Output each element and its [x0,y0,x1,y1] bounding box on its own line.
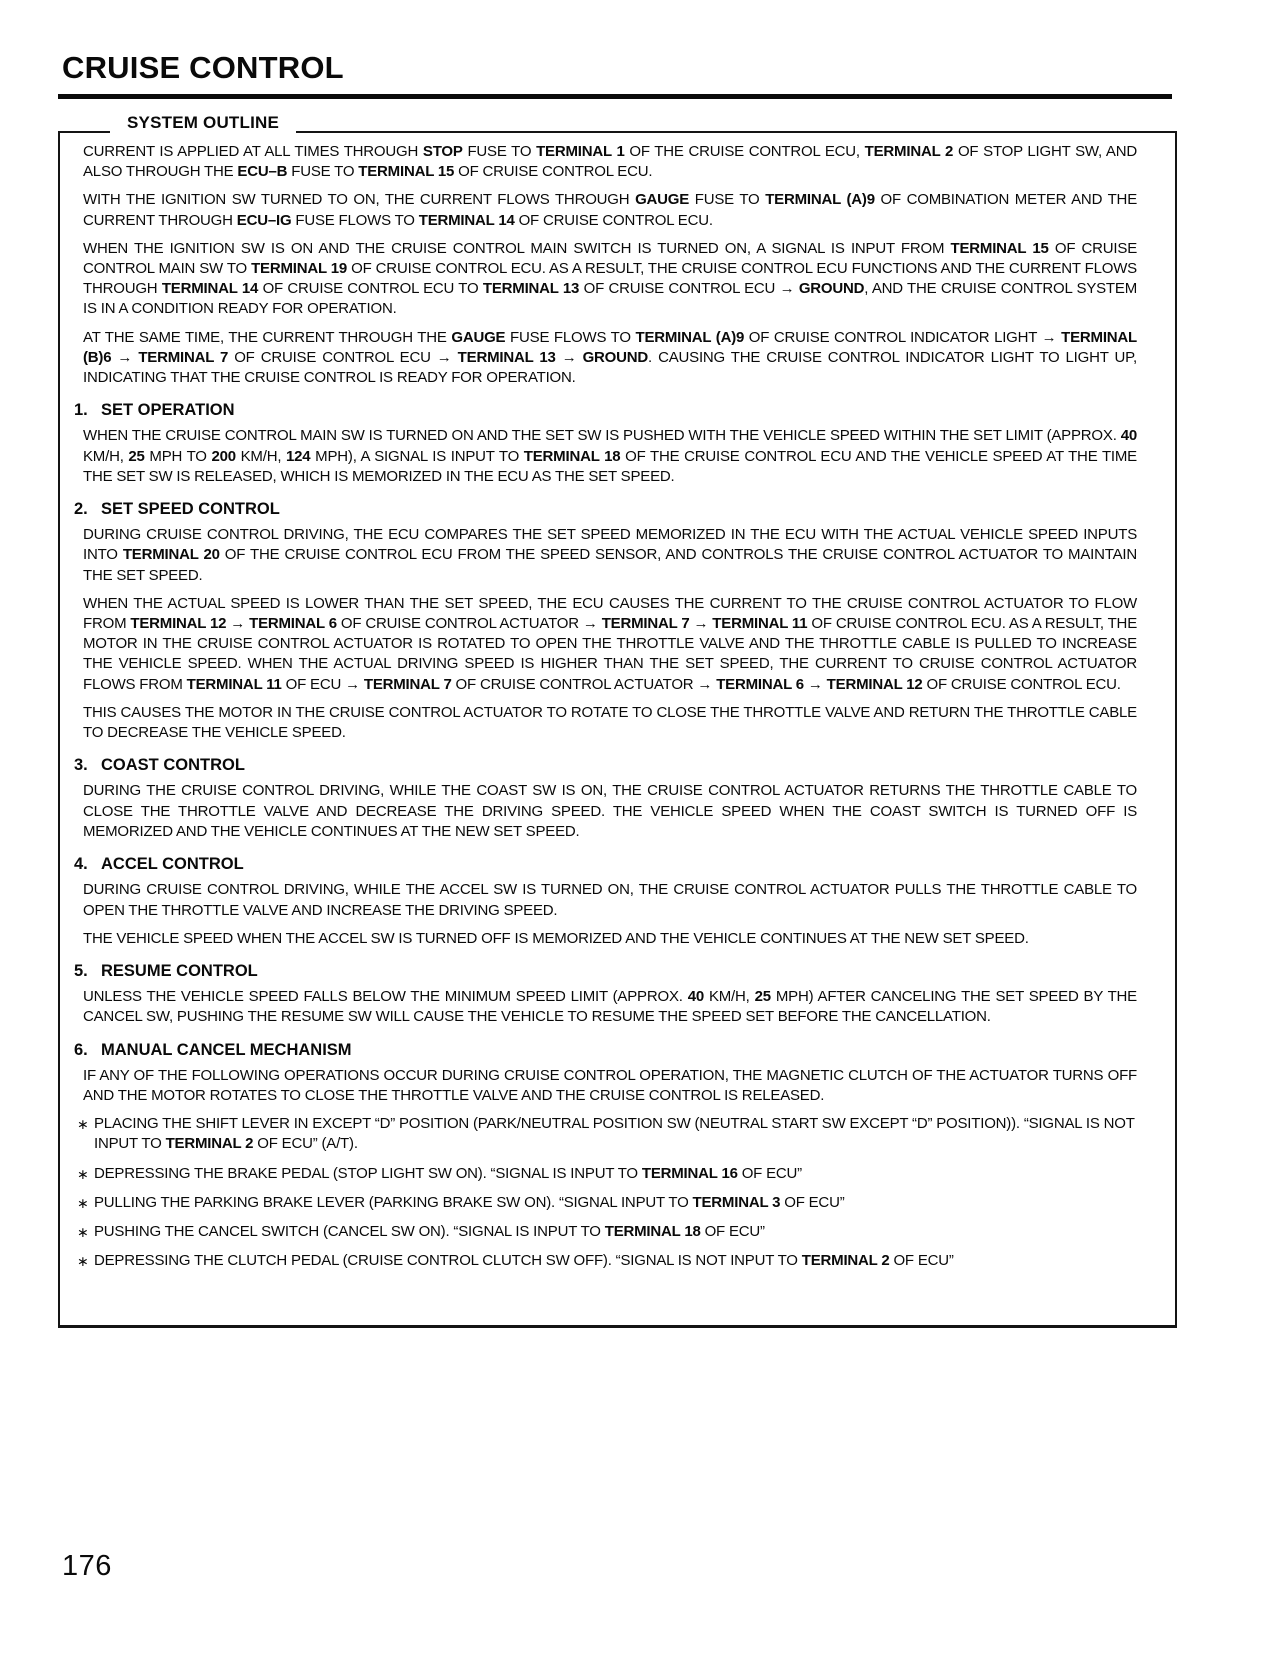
paragraph: IF ANY OF THE FOLLOWING OPERATIONS OCCUR DURING CRUISE CONTROL OPERATION, THE MAGNETIC CLUTCH OF THE ACTUATOR TURNS OFF AND THE MOTOR ROTATES TO CLOSE THE THROTTLE VALVE AND THE CRUISE CONTROL IS RELEASED. [83,1066,1137,1104]
paragraph: WHEN THE IGNITION SW IS ON AND THE CRUISE CONTROL MAIN SWITCH IS TURNED ON, A SIGNAL IS INPUT FROM TERMINAL 15 OF CRUISE CONTROL MAIN SW TO TERMINAL 19 OF CRUISE CONTROL ECU. AS A RESULT, THE CRUISE CONTROL ECU FUNCTIONS AND THE CURRENT FLOWS THROUGH TERMINAL 14 OF CRUISE CONTROL ECU TO TERMINAL 13 OF CRUISE CONTROL ECU → GROUND, AND THE CRUISE CONTROL SYSTEM IS IN A CONDITION READY FOR OPERATION. [83,239,1138,318]
paragraph: DURING CRUISE CONTROL DRIVING, WHILE THE ACCEL SW IS TURNED ON, THE CRUISE CONTROL ACTUATOR PULLS THE THROTTLE CABLE TO OPEN THE THROTTLE VALVE AND INCREASE THE DRIVING SPEED. [83,881,1137,919]
paragraph: THIS CAUSES THE MOTOR IN THE CRUISE CONTROL ACTUATOR TO ROTATE TO CLOSE THE THROTTLE VALVE AND RETURN THE THROTTLE CABLE TO DECREASE THE VEHICLE SPEED. [83,703,1137,742]
section-title: SET SPEED CONTROL [101,500,280,519]
section-heading [74,961,1137,981]
paragraph: WHEN THE ACTUAL SPEED IS LOWER THAN THE SET SPEED, THE ECU CAUSES THE CURRENT TO THE CRUISE CONTROL ACTUATOR TO FLOW FROM TERMINAL 12 → TERMINAL 6 OF CRUISE CONTROL ACTUATOR → TERMINAL 7 → TERMINAL 11 OF CRUISE CONTROL ECU. AS A RESULT, THE MOTOR IN THE CRUISE CONTROL ACTUATOR IS ROTATED TO OPEN THE THROTTLE VALVE AND THE THROTTLE CABLE IS PULLED TO INCREASE THE VEHICLE SPEED. WHEN THE ACTUAL DRIVING SPEED IS HIGHER THAN THE SET SPEED, THE CURRENT TO CRUISE CONTROL ACTUATOR FLOWS FROM TERMINAL 11 OF ECU → TERMINAL 7 OF CRUISE CONTROL ACTUATOR → TERMINAL 6 → TERMINAL 12 OF CRUISE CONTROL ECU. [83,594,1137,693]
bullet-text: DEPRESSING THE CLUTCH PEDAL (CRUISE CONTROL CLUTCH SW OFF). “SIGNAL IS NOT INPUT TO TERMINAL 2 OF ECU” [94,1252,954,1270]
title-rule [58,94,1172,99]
section-number: 3. [74,756,88,775]
paragraph: WITH THE IGNITION SW TURNED TO ON, THE CURRENT FLOWS THROUGH GAUGE FUSE TO TERMINAL (A)9 OF COMBINATION METER AND THE CURRENT THROUGH ECU–IG FUSE FLOWS TO TERMINAL 14 OF CRUISE CONTROL ECU. [83,191,1137,229]
bullet-item [77,1222,1137,1242]
asterisk-bullet: ∗ [77,1165,89,1182]
section-title: SET OPERATION [101,401,235,420]
bullet-text: PULLING THE PARKING BRAKE LEVER (PARKING BRAKE SW ON). “SIGNAL INPUT TO TERMINAL 3 OF ECU” [94,1193,845,1211]
paragraph: THE VEHICLE SPEED WHEN THE ACCEL SW IS TURNED OFF IS MEMORIZED AND THE VEHICLE CONTINUES AT THE NEW SET SPEED. [83,929,1029,947]
section-number: 6. [74,1040,88,1059]
bullet-item [77,1114,1137,1154]
section-title: RESUME CONTROL [101,961,258,980]
outline-content [60,133,1175,1271]
section-number: 4. [74,855,88,874]
bullet-item [77,1193,1137,1213]
system-outline-box [58,113,1177,1328]
system-outline-header: SYSTEM OUTLINE [110,113,296,138]
section-heading [74,499,1137,519]
bullet-item [77,1164,1137,1184]
section-number: 1. [74,401,88,420]
paragraph: DURING THE CRUISE CONTROL DRIVING, WHILE THE COAST SW IS ON, THE CRUISE CONTROL ACTUATOR RETURNS THE THROTTLE CABLE TO CLOSE THE THROTTLE VALVE AND DECREASE THE DRIVING SPEED. THE VEHICLE SPEED WHEN THE COAST SWITCH IS TURNED OFF IS MEMORIZED AND THE VEHICLE CONTINUES AT THE NEW SET SPEED. [83,782,1137,840]
section-heading [74,755,1137,775]
paragraph: AT THE SAME TIME, THE CURRENT THROUGH THE GAUGE FUSE FLOWS TO TERMINAL (A)9 OF CRUISE CONTROL INDICATOR LIGHT → TERMINAL (B)6 → TERMINAL 7 OF CRUISE CONTROL ECU → TERMINAL 13 → GROUND. CAUSING THE CRUISE CONTROL INDICATOR LIGHT TO LIGHT UP, INDICATING THAT THE CRUISE CONTROL IS READY FOR OPERATION. [83,328,1138,387]
asterisk-bullet: ∗ [77,1194,89,1211]
bullet-text: PUSHING THE CANCEL SWITCH (CANCEL SW ON). “SIGNAL IS INPUT TO TERMINAL 18 OF ECU” [94,1222,765,1240]
page-number: 176 [62,1550,112,1582]
bullet-text: DEPRESSING THE BRAKE PEDAL (STOP LIGHT SW ON). “SIGNAL IS INPUT TO TERMINAL 16 OF ECU” [94,1164,802,1182]
bullet-text: PLACING THE SHIFT LEVER IN EXCEPT “D” POSITION (PARK/NEUTRAL POSITION SW (NEUTRAL START SW EXCEPT “D” POSITION)). “SIGNAL IS NOT INPUT TO TERMINAL 2 OF ECU” (A/T). [94,1115,1135,1153]
paragraph: UNLESS THE VEHICLE SPEED FALLS BELOW THE MINIMUM SPEED LIMIT (APPROX. 40 KM/H, 25 MPH) AFTER CANCELING THE SET SPEED BY THE CANCEL SW, PUSHING THE RESUME SW WILL CAUSE THE VEHICLE TO RESUME THE SPEED SET BEFORE THE CANCELLATION. [83,988,1137,1026]
section-heading [74,400,1137,420]
paragraph: WHEN THE CRUISE CONTROL MAIN SW IS TURNED ON AND THE SET SW IS PUSHED WITH THE VEHICLE SPEED WITHIN THE SET LIMIT (APPROX. 40 KM/H, 25 MPH TO 200 KM/H, 124 MPH), A SIGNAL IS INPUT TO TERMINAL 18 OF THE CRUISE CONTROL ECU AND THE VEHICLE SPEED AT THE TIME THE SET SW IS RELEASED, WHICH IS MEMORIZED IN THE ECU AS THE SET SPEED. [83,427,1137,485]
page-title: CRUISE CONTROL [62,50,344,85]
section-heading [74,1040,1137,1060]
section-heading [74,854,1137,874]
section-number: 5. [74,961,88,980]
asterisk-bullet: ∗ [77,1116,89,1133]
section-title: COAST CONTROL [101,756,245,775]
paragraph: CURRENT IS APPLIED AT ALL TIMES THROUGH STOP FUSE TO TERMINAL 1 OF THE CRUISE CONTROL ECU, TERMINAL 2 OF STOP LIGHT SW, AND ALSO THROUGH THE ECU–B FUSE TO TERMINAL 15 OF CRUISE CONTROL ECU. [83,143,1137,181]
section-number: 2. [74,500,88,519]
asterisk-bullet: ∗ [77,1223,89,1240]
paragraph: DURING CRUISE CONTROL DRIVING, THE ECU COMPARES THE SET SPEED MEMORIZED IN THE ECU WITH THE ACTUAL VEHICLE SPEED INPUTS INTO TERMINAL 20 OF THE CRUISE CONTROL ECU FROM THE SPEED SENSOR, AND CONTROLS THE CRUISE CONTROL ACTUATOR TO MAINTAIN THE SET SPEED. [83,526,1137,584]
asterisk-bullet: ∗ [77,1253,89,1270]
section-title: ACCEL CONTROL [101,855,244,874]
section-title: MANUAL CANCEL MECHANISM [101,1040,352,1059]
bullet-item [77,1251,1137,1271]
